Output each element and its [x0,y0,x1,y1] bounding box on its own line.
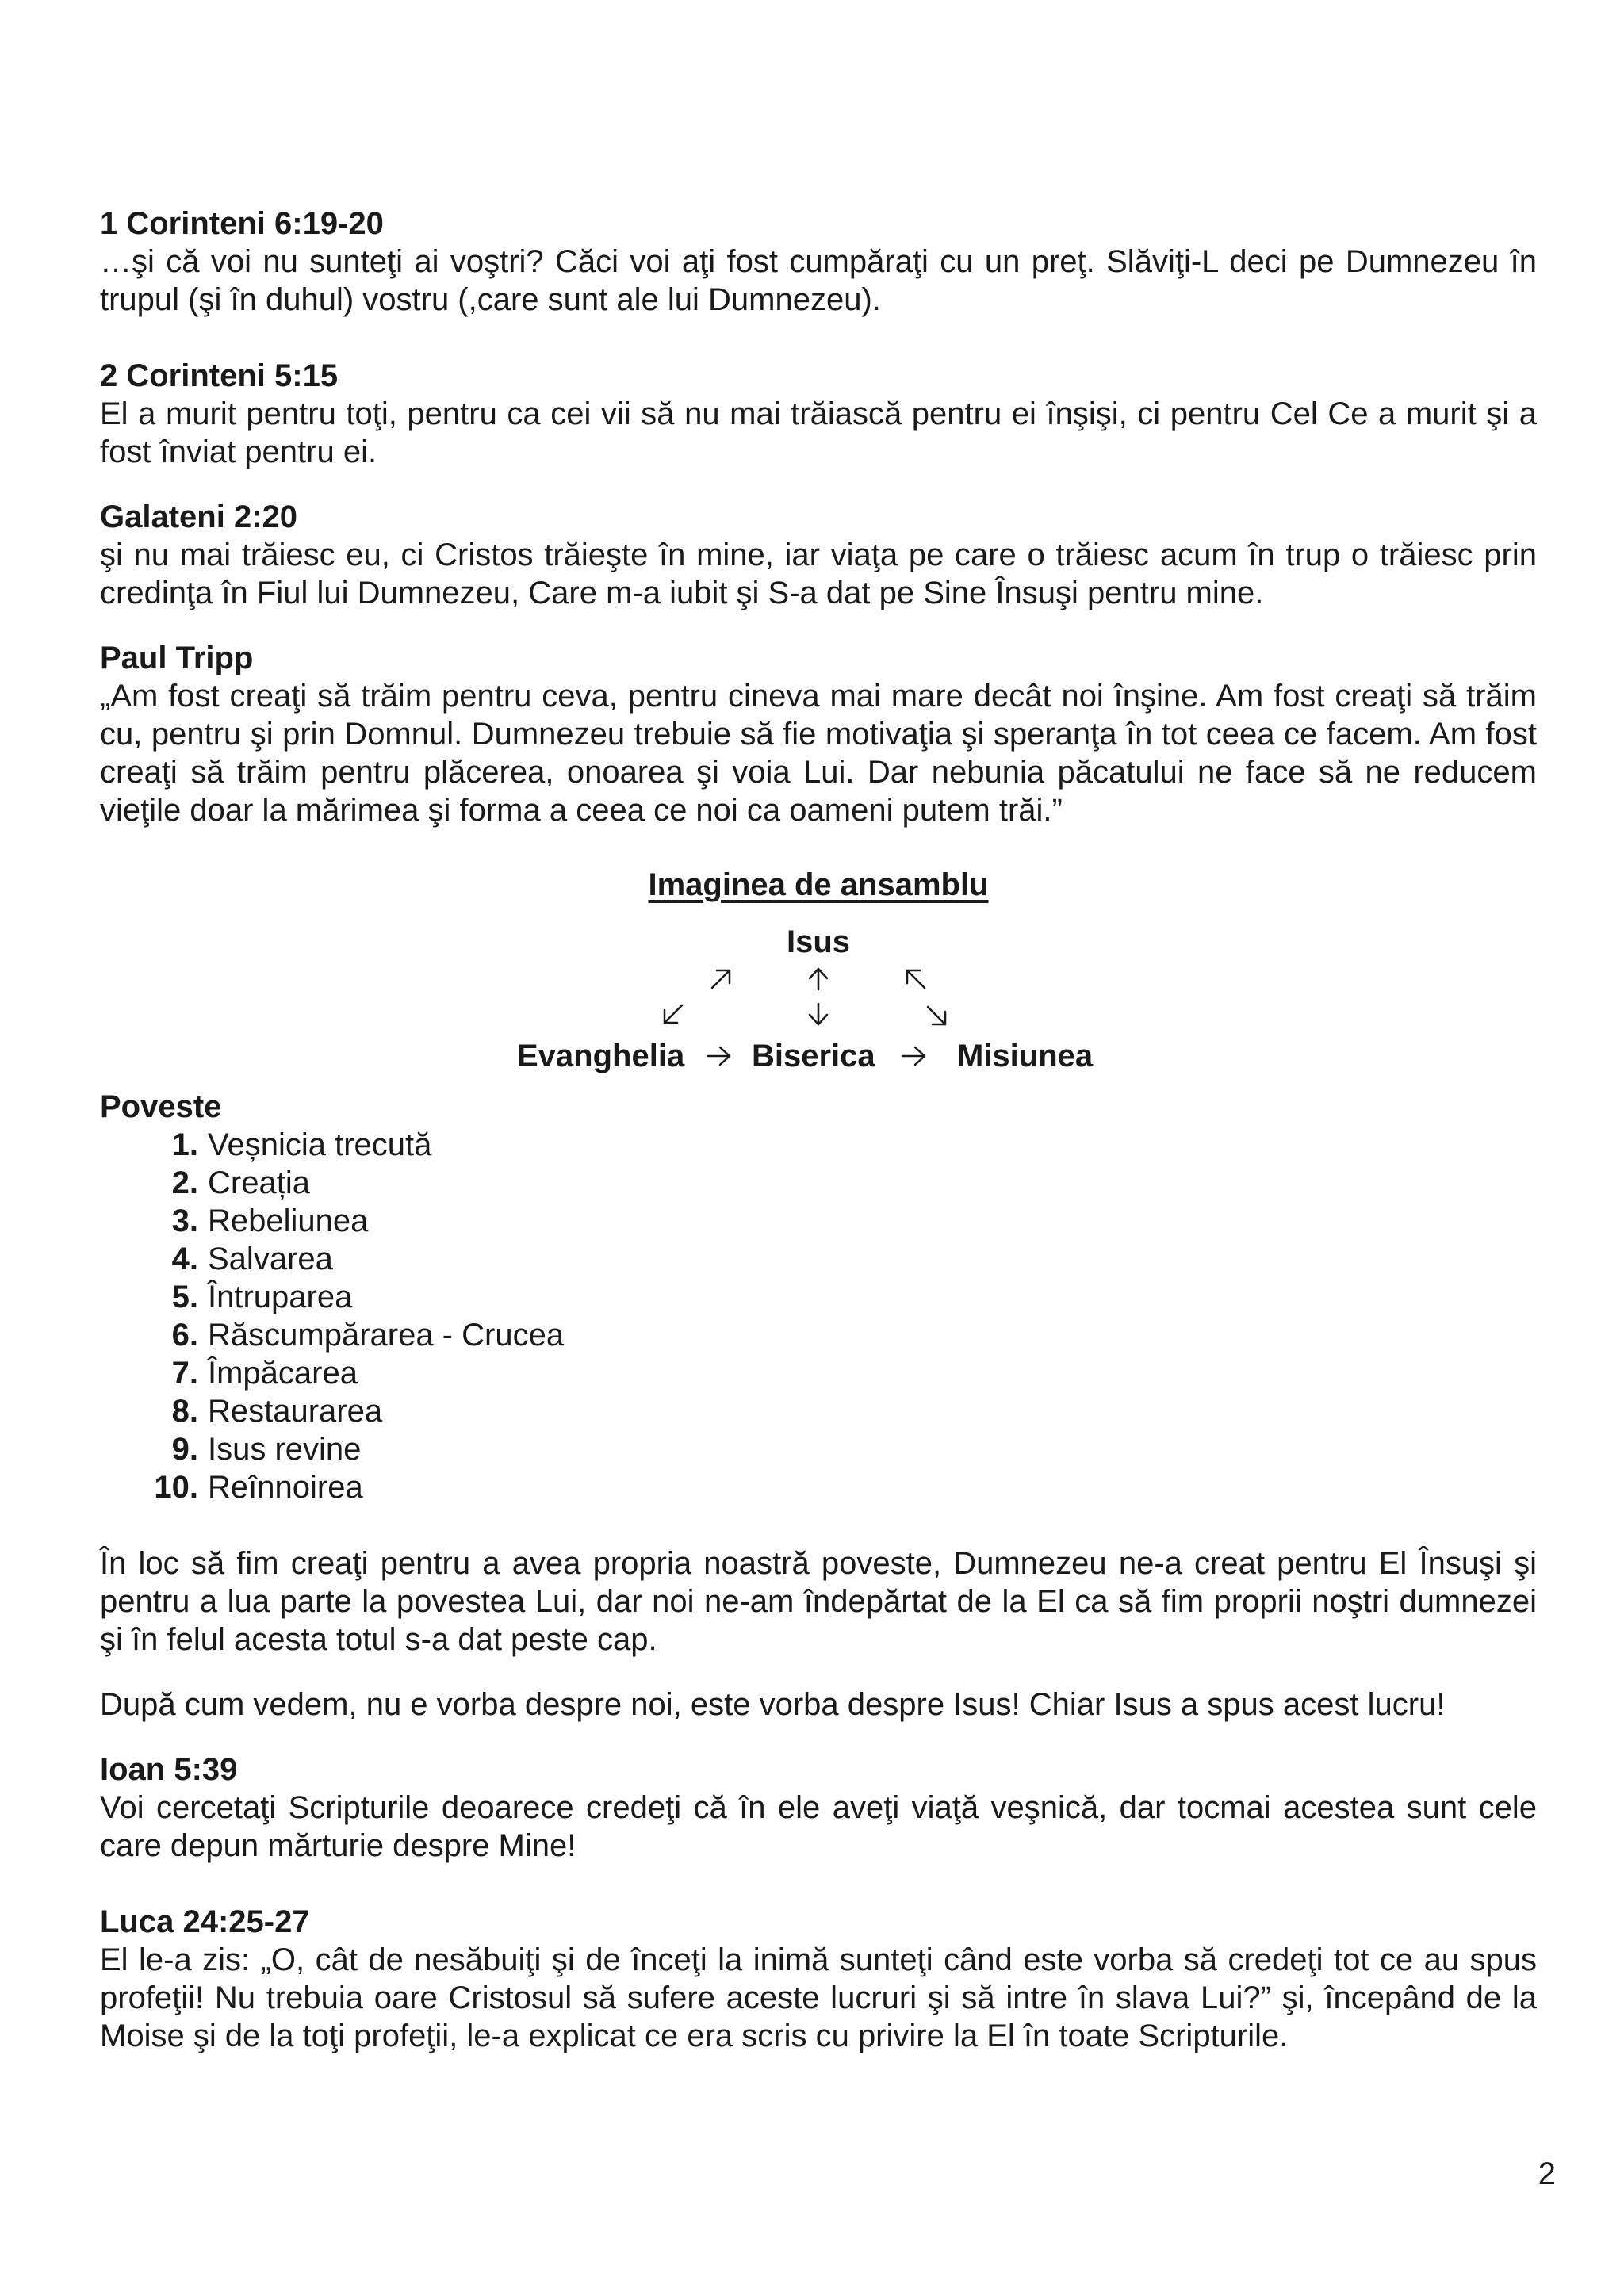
passage-reference: 1 Corinteni 6:19-20 [100,206,384,241]
passage-reference: Luca 24:25-27 [100,1904,310,1939]
arrow-southwest-icon [665,1005,682,1023]
arrow-down-icon [810,1004,827,1024]
arrow-northeast-icon [712,970,730,988]
list-label: Creația [208,1165,310,1200]
list-number: 3. [171,1203,198,1238]
passage-block [100,1751,1537,1865]
passage-text: El a murit pentru toţi, pentru ca cei vii să nu mai trăiască pentru ei înşişi, ci pentru Cel Ce a murit şi a fost înviat pentru ei. [100,396,1537,469]
story-list [100,1126,1537,1506]
passage-block [100,498,1537,612]
list-label: Răscumpărarea - Crucea [208,1318,565,1353]
list-label: Restaurarea [208,1394,383,1429]
passage-block [100,357,1537,471]
arrow-up-icon [810,969,827,989]
diagram-node-evanghelia: Evanghelia [517,1039,685,1073]
passage-text: şi nu mai trăiesc eu, ci Cristos trăieşte în mine, iar viaţa pe care o trăiesc acum în trup o trăiesc prin credinţa în Fiul lui Dumnezeu, Care m-a iubit şi S-a dat pe Sine Însuşi pentru mine. [100,538,1537,610]
list-item [100,1240,1537,1278]
arrow-northwest-icon [907,970,925,988]
list-number: 5. [171,1280,198,1314]
diagram-arrows [100,923,1537,1066]
arrow-southeast-icon [928,1007,945,1024]
passage-reference: Ioan 5:39 [100,1752,238,1787]
list-number: 10. [154,1470,198,1505]
list-number: 2. [171,1165,198,1200]
quote-block [100,639,1537,829]
passage-text: Voi cercetaţi Scripturile deoarece credeţi că în ele aveţi viaţă veşnică, dar tocmai acestea sunt cele care depun mărturie despre Mine! [100,1790,1537,1863]
diagram-node-isus: Isus [786,924,851,959]
page-number: 2 [1538,2156,1556,2191]
arrow-right-icon [707,1047,730,1065]
list-label: Rebeliunea [208,1203,369,1238]
passage-reference: Galateni 2:20 [100,499,298,534]
story-heading: Poveste [100,1089,222,1124]
list-number: 6. [171,1318,198,1353]
list-label: Întruparea [208,1280,353,1314]
list-item [100,1468,1537,1506]
list-number: 9. [171,1432,198,1467]
diagram-node-misiunea: Misiunea [957,1039,1094,1073]
list-item [100,1126,1537,1164]
list-number: 8. [171,1394,198,1429]
list-item [100,1202,1537,1240]
list-number: 4. [171,1242,198,1276]
list-item [100,1354,1537,1392]
passage-text: …şi că voi nu sunteţi ai voştri? Căci voi aţi fost cumpăraţi cu un preţ. Slăviţi-L deci pe Dumnezeu în trupul (şi în duhul) vostru (,care sunt ale lui Dumnezeu). [100,244,1537,317]
list-item [100,1164,1537,1202]
list-label: Reînnoirea [208,1470,363,1505]
list-number: 1. [171,1127,198,1162]
passage-block [100,1903,1537,2055]
list-item [100,1392,1537,1430]
body-paragraph: În loc să fim creaţi pentru a avea propria noastră poveste, Dumnezeu ne-a creat pentru El Însuşi şi pentru a lua parte la povestea Lui, dar noi ne-am îndepărtat de la El ca să fim proprii noştri dumnezei şi în felul acesta totul s-a dat peste cap. [100,1546,1537,1657]
diagram-node-biserica: Biserica [752,1039,875,1073]
list-label: Veșnicia trecută [208,1127,432,1162]
diagram-title: Imaginea de ansamblu [648,867,989,902]
list-label: Împăcarea [208,1356,358,1391]
list-number: 7. [171,1356,198,1391]
quote-author: Paul Tripp [100,641,254,675]
overview-diagram [100,923,1537,1073]
arrow-right-icon [902,1047,925,1065]
list-label: Isus revine [208,1432,362,1467]
passage-block [100,205,1537,319]
list-item [100,1430,1537,1468]
body-paragraph: După cum vedem, nu e vorba despre noi, este vorba despre Isus! Chiar Isus a spus acest lucru! [100,1687,1446,1722]
document-page [100,205,1537,2055]
passage-reference: 2 Corinteni 5:15 [100,358,339,393]
list-item [100,1278,1537,1316]
list-label: Salvarea [208,1242,333,1276]
list-item [100,1316,1537,1354]
passage-text: El le-a zis: „O, cât de nesăbuiţi şi de înceţi la inimă sunteţi când este vorba să credeţi tot ce au spus profeţii! Nu trebuia oare Cristosul să sufere aceste lucruri şi să intre în slava Lui?” şi, începând de la Moise şi de la toţi profeţii, le-a explicat ce era scris cu privire la El în toate Scripturile. [100,1942,1537,2053]
quote-text: „Am fost creaţi să trăim pentru ceva, pentru cineva mai mare decât noi înşine. Am fost creaţi să trăim cu, pentru şi prin Domnul. Dumnezeu trebuie să fie motivaţia şi speranţa în tot ceea ce facem. Am fost creaţi să trăim pentru plăcerea, onoarea şi voia Lui. Dar nebunia păcatului ne face să ne reducem vieţile doar la mărimea şi forma a ceea ce noi ca oameni putem trăi.” [100,679,1537,828]
